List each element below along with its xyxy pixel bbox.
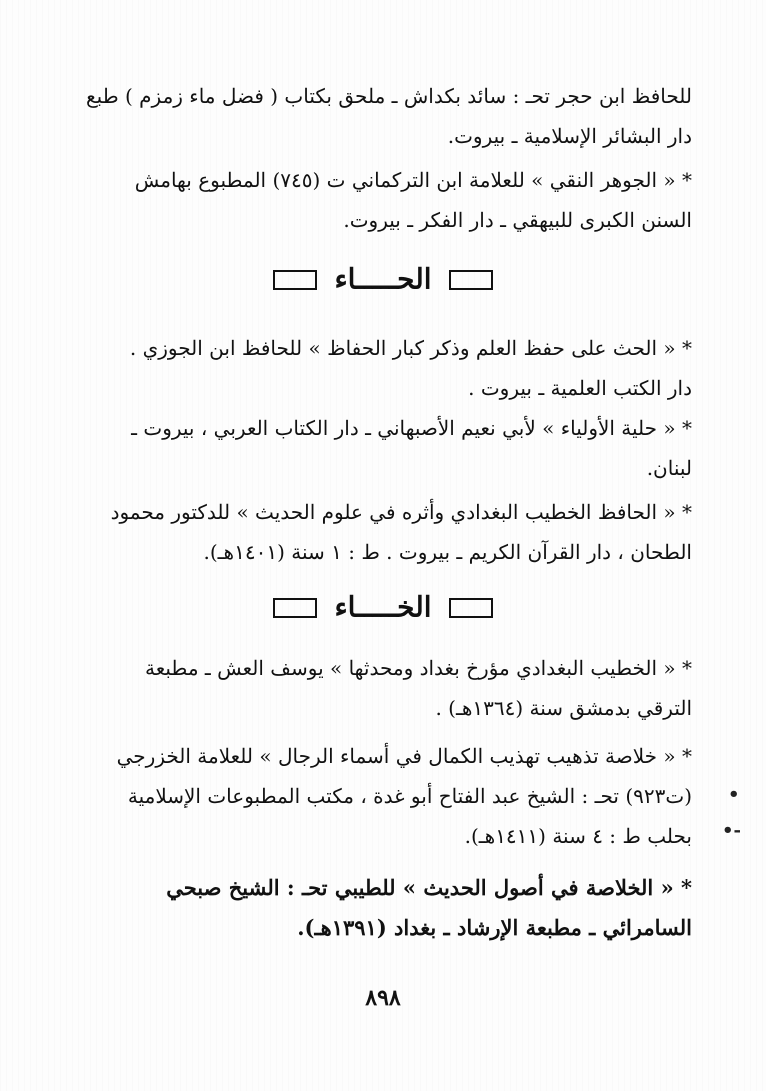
heading-box-left (273, 598, 317, 618)
entry-line: * « الحث على حفظ العلم وذكر كبار الحفاظ » للحافظ ابن الجوزي . (129, 336, 692, 360)
heading-box-right (449, 270, 493, 290)
entry-line: السامرائي ـ مطبعة الإرشاد ـ بغداد (١٣٩١هـ). (297, 915, 692, 940)
entry-al-hath (72, 328, 692, 408)
page-number: ٨٩٨ (365, 985, 401, 1011)
entry-line: السنن الكبرى للبيهقي ـ دار الفكر ـ بيروت. (343, 208, 692, 232)
entry-line: * « خلاصة تذهيب تهذيب الكمال في أسماء الرجال » للعلامة الخزرجي (116, 744, 692, 768)
entry-line: للحافظ ابن حجر تحـ : سائد بكداش ـ ملحق بكتاب ( فضل ماء زمزم ) طبع (86, 84, 692, 108)
entry-line: بحلب ط : ٤ سنة (١٤١١هـ). (464, 824, 692, 848)
entry-line: الترقي بدمشق سنة (١٣٦٤هـ) . (435, 696, 692, 720)
entry-line: * « الجوهر النقي » للعلامة ابن التركماني ت (٧٤٥) المطبوع بهامش (134, 168, 692, 192)
entry-al-khatib-muarrikh (72, 648, 692, 728)
entry-fath-al-bari-continued (72, 76, 692, 156)
entry-line: * « الخطيب البغدادي مؤرخ بغداد ومحدثها » يوسف العش ـ مطبعة (145, 656, 692, 680)
entry-khulasat-tadhhib (72, 736, 692, 856)
section-heading-khaa (0, 586, 766, 628)
entry-line: * « الحافظ الخطيب البغدادي وأثره في علوم الحديث » للدكتور محمود (110, 500, 692, 524)
entry-line: لبنان. (646, 456, 692, 480)
margin-dash-mark: •- (722, 820, 741, 841)
heading-title: الحـــــاء (334, 262, 432, 296)
entry-line: * « حلية الأولياء » لأبي نعيم الأصبهاني ـ دار الكتاب العربي ، بيروت ـ (131, 416, 692, 440)
entry-line: (ت٩٢٣) تحـ : الشيخ عبد الفتاح أبو غدة ، مكتب المطبوعات الإسلامية (127, 784, 692, 808)
entry-line: دار الكتب العلمية ـ بيروت . (468, 376, 692, 400)
entry-line: دار البشائر الإسلامية ـ بيروت. (447, 124, 692, 148)
entry-line: الطحان ، دار القرآن الكريم ـ بيروت . ط : ١ سنة (١٤٠١هـ). (203, 540, 692, 564)
margin-dot-mark: • (728, 784, 740, 805)
heading-box-left (273, 270, 317, 290)
entry-al-khulasa-fi-usul (72, 868, 692, 948)
heading-title: الخـــــاء (334, 590, 432, 624)
entry-al-hafiz-al-khatib (72, 492, 692, 572)
section-heading-haa (0, 258, 766, 300)
entry-hilyat-al-awliya (72, 408, 692, 488)
entry-al-jawhar-al-naqi (72, 160, 692, 240)
entry-line: * « الخلاصة في أصول الحديث » للطيبي تحـ : الشيخ صبحي (166, 875, 692, 900)
heading-box-right (449, 598, 493, 618)
